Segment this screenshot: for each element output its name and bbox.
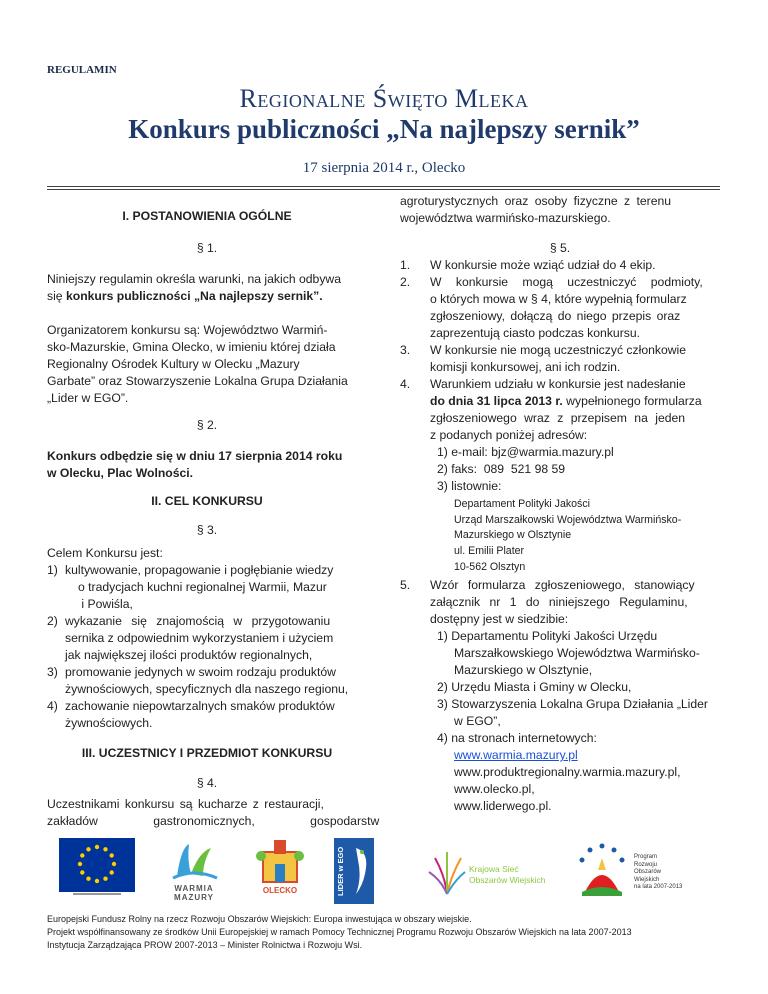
list-number: 2): [47, 614, 58, 628]
par4-cont-line2: województwa warmińsko-mazurskiego.: [400, 211, 611, 225]
section-2-title: II. CEL KONKURSU: [151, 494, 263, 508]
ksow-wheat-icon: [427, 846, 467, 896]
list-number: 4.: [400, 377, 411, 391]
link-produkt: www.produktregionalny.warmia.mazury.pl,: [454, 765, 681, 779]
list-line: Marszałkowskiego Województwa Warmińsko-: [454, 646, 700, 660]
list-line: z podanych poniżej adresów:: [430, 428, 588, 442]
list-line: kultywowanie, propagowanie i pogłębianie wiedzy: [65, 563, 334, 577]
list-line: Wzór formularza zgłoszeniowego, stanowiący: [430, 578, 695, 592]
prow-text-line: Wiejskich: [634, 876, 660, 883]
par5-item-5: [400, 577, 695, 594]
list-line: W konkursie mogą uczestniczyć podmioty,: [430, 275, 703, 289]
footer: [47, 913, 632, 952]
par1-org-line5: „Lider w EGO”.: [47, 391, 129, 405]
warmia-mazury-icon: [159, 838, 229, 886]
par1-contest-name: konkurs publiczności „Na najlepszy sernik”.: [65, 289, 323, 303]
par1-org-line2: sko-Mazurskie, Gmina Olecko, w imieniu której działa: [47, 340, 336, 354]
paragraph-3-symbol: § 3.: [196, 523, 218, 537]
par1-line1: Niniejszy regulamin określa warunki, na jakich odbywa: [47, 272, 341, 286]
par5-item-3: [400, 342, 687, 359]
contact-post: [437, 478, 501, 495]
contact-email: [437, 444, 614, 461]
fax-text: faks: 089 521 98 59: [451, 462, 566, 476]
address-line: Urząd Marszałkowski Województwa Warmińsko-: [454, 513, 682, 526]
paragraph-1-symbol: § 1.: [196, 241, 218, 255]
list-line: komisji konkursowej, ani ich rodzin.: [430, 360, 621, 374]
par4-cont-line1: agroturystycznych oraz osoby fizyczne z terenu: [400, 194, 672, 208]
link-warmia[interactable]: [454, 747, 578, 764]
prow-emblem-icon: [572, 840, 632, 900]
list-number: 3.: [400, 343, 411, 357]
document-label: REGULAMIN: [47, 64, 117, 76]
list-line: w EGO”,: [454, 714, 501, 728]
email-text: e-mail: bjz@warmia.mazury.pl: [451, 445, 614, 459]
par3-intro: Celem Konkursu jest:: [47, 546, 163, 560]
paragraph-2-symbol: § 2.: [196, 418, 218, 432]
list-line: W konkursie może wziąć udział do 4 ekip.: [430, 258, 656, 272]
prow-text-line: na lata 2007-2013: [634, 884, 683, 890]
list-line: sernika z odpowiednim wykorzystaniem i użyciem: [65, 631, 334, 645]
paragraph-4-symbol: § 4.: [196, 776, 218, 790]
list-line: zgłoszeniowego wraz z przepisem na jeden: [430, 411, 686, 425]
footer-line3: Instytucja Zarządzająca PROW 2007-2013 – Minister Rolnictwa i Rozwoju Wsi.: [47, 940, 363, 950]
deadline: do dnia 31 lipca 2013 r.: [430, 394, 563, 408]
par1-org-line1: Organizatorem konkursu są: Województwo Warmiń-: [47, 323, 328, 337]
link-olecko: www.olecko.pl,: [454, 782, 535, 796]
warmia-mazury-text: WARMIA MAZURY: [174, 884, 214, 902]
eu-flag-icon: [59, 838, 135, 896]
footer-line2: Projekt współfinansowany ze środków Unii Europejskiej w ramach Pomocy Technicznej Programu Rozwoju Obszarów Wiejskich na lata 2007-2013: [47, 927, 632, 937]
location-2: [437, 679, 631, 696]
par4-line2-text: zakładów gastronomicznych, gospodarstw: [47, 814, 380, 828]
post-text: listownie:: [451, 479, 502, 493]
list-number: 4): [47, 699, 58, 713]
address-line: Mazurskiego w Olsztynie: [454, 529, 572, 542]
par3-item-3: [47, 664, 336, 681]
footer-line1: Europejski Fundusz Rolny na rzecz Rozwoju Obszarów Wiejskich: Europa inwestująca w obszary wiejskie.: [47, 914, 472, 924]
warmia-mazury-logo: [159, 838, 229, 904]
list-line: Urzędu Miasta i Gminy w Olecku,: [451, 680, 632, 694]
par1-line2: [47, 288, 323, 305]
list-line: żywnościowych, specyficznych dla naszego regionu,: [65, 682, 349, 696]
par3-item-4: [47, 698, 335, 715]
par3-item-1: [47, 562, 334, 579]
list-line: zgłoszeniowy, dołączą do niego przepis oraz: [430, 309, 681, 323]
list-line: promowanie jedynych w swoim rodzaju produktów: [65, 665, 336, 679]
header-rule-second: [47, 189, 720, 190]
list-line: jak największej ilości produktów regionalnych,: [65, 648, 313, 662]
olecko-logo: [253, 838, 307, 904]
list-line: o których mowa w § 4, które wypełnią formularz: [430, 292, 687, 306]
postal-address: [454, 497, 681, 576]
paragraph-5-symbol: § 5.: [549, 241, 571, 255]
lider-w-ego-text: LIDER w EGO: [336, 846, 345, 896]
event-title: Regionalne Święto Mleka: [239, 84, 529, 113]
contest-title: Konkurs publiczności „Na najlepszy sernik”: [128, 114, 640, 144]
list-line: na stronach internetowych:: [451, 731, 597, 745]
prow-text-line: Obszarów: [634, 869, 662, 875]
par1-line2-start: się: [47, 289, 66, 303]
link-warmia-mazury[interactable]: www.warmia.mazury.pl: [454, 748, 578, 762]
par2-line2: w Olecku, Plac Wolności.: [47, 466, 194, 480]
item4-line2-rest: wypełnionego formularza: [562, 394, 702, 408]
list-number: 4): [437, 731, 448, 745]
address-line: 10-562 Olsztyn: [454, 560, 526, 573]
contact-fax: [437, 461, 565, 478]
par4-line1: Uczestnikami konkursu są kucharze z restauracji,: [47, 797, 324, 811]
prow-logo: [572, 838, 692, 904]
list-number: 1): [437, 629, 448, 643]
list-number: 2.: [400, 275, 411, 289]
olecko-text: OLECKO: [262, 886, 298, 895]
header-rule: [47, 186, 720, 187]
list-number: 2): [437, 462, 448, 476]
link-liderwego: www.liderwego.pl.: [454, 799, 552, 813]
section-3-title: III. UCZESTNICY I PRZEDMIOT KONKURSU: [81, 746, 333, 760]
list-line: zachowanie niepowtarzalnych smaków produktów: [65, 699, 335, 713]
list-line: W konkursie nie mogą uczestniczyć członkowie: [430, 343, 687, 357]
ksow-logo: [427, 838, 557, 904]
list-number: 1): [47, 563, 58, 577]
date-place: 17 sierpnia 2014 r., Olecko: [302, 160, 466, 176]
list-number: 3): [437, 697, 448, 711]
eu-flag-logo: [59, 838, 135, 904]
ksow-text: [469, 864, 546, 886]
logos-bar: [47, 838, 720, 906]
list-line: Warunkiem udziału w konkursie jest nadesłanie: [430, 377, 686, 391]
list-line: zaprezentują ciasto podczas konkursu.: [430, 326, 641, 340]
location-4: [437, 730, 597, 747]
list-number: 3): [47, 665, 58, 679]
address-line: Departament Polityki Jakości: [454, 498, 591, 510]
prow-text-line: Rozwoju: [634, 861, 658, 868]
par4-line2: [47, 813, 380, 830]
list-line: Mazurskiego w Olsztynie,: [454, 663, 593, 677]
location-3: [437, 696, 708, 713]
location-1: [437, 628, 657, 645]
list-line: dostępny jest w siedzibie:: [430, 612, 569, 626]
list-line: i Powiśla,: [78, 597, 133, 611]
ksow-text-line1: Krajowa Sieć: [469, 864, 519, 874]
list-line: załącznik nr 1 do niniejszego Regulaminu,: [430, 595, 688, 609]
list-number: 5.: [400, 578, 411, 592]
par5-item-2: [400, 274, 703, 291]
list-line: żywnościowych.: [65, 716, 153, 730]
list-line: o tradycjach kuchni regionalnej Warmii, Mazur: [78, 580, 327, 594]
list-number: 1): [437, 445, 448, 459]
par5-item-4: [400, 376, 686, 393]
list-line: wykazanie się znajomością w przygotowaniu: [65, 614, 331, 628]
section-1-title: I. POSTANOWIENIA OGÓLNE: [122, 209, 292, 223]
par3-item-2: [47, 613, 331, 630]
list-number: 3): [437, 479, 448, 493]
lider-w-ego-logo: [334, 838, 374, 904]
address-line: ul. Emilii Plater: [454, 545, 525, 558]
list-line: Departamentu Polityki Jakości Urzędu: [451, 629, 658, 643]
list-number: 2): [437, 680, 448, 694]
par2-line1: Konkurs odbędzie się w dniu 17 sierpnia 2014 roku: [47, 449, 343, 463]
list-line: Stowarzyszenia Lokalna Grupa Działania „Lider: [451, 697, 708, 711]
item4-deadline-line: [430, 393, 702, 410]
list-number: 1.: [400, 258, 411, 272]
par1-org-line4: Garbate” oraz Stowarzyszenie Lokalna Grupa Działania: [47, 374, 348, 388]
ksow-text-line2: Obszarów Wiejskich: [469, 875, 546, 885]
prow-text: [634, 854, 682, 892]
prow-text-line: Program: [634, 854, 658, 860]
par1-org-line3: Regionalny Ośrodek Kultury w Olecku „Mazury: [47, 357, 300, 371]
olecko-tower-icon: [253, 838, 307, 886]
par5-item-1: [400, 257, 656, 274]
